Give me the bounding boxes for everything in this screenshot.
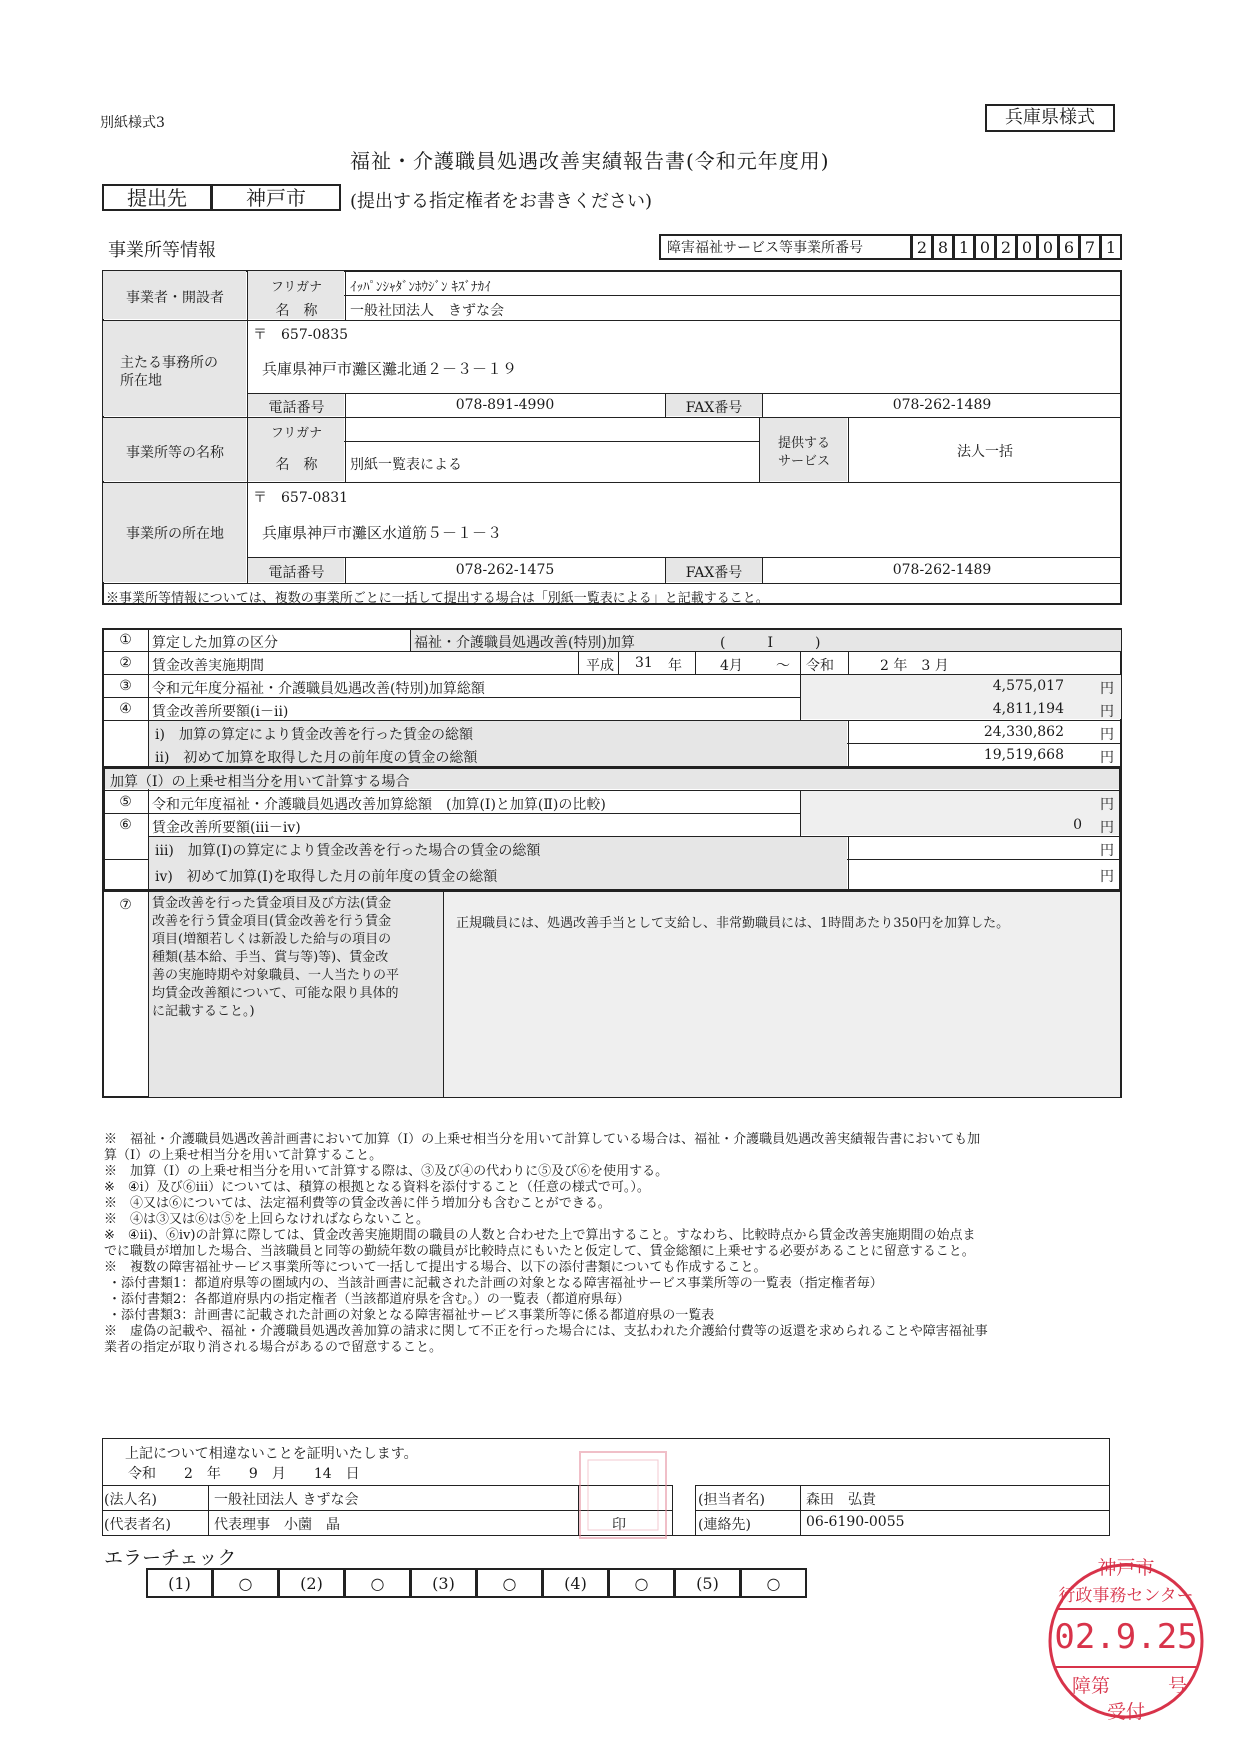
main-fax[interactable]: 078-262-1489 bbox=[892, 397, 992, 413]
facility-addr-label: 事業所の所在地 bbox=[126, 526, 224, 542]
row3-value[interactable]: 4,575,017 bbox=[992, 678, 1064, 694]
error-check-result: ○ bbox=[740, 1568, 807, 1598]
stamp-gou: 号 bbox=[1168, 1675, 1188, 1697]
row4ii-label: ⅱ) 初めて加算を取得した月の前年度の賃金の総額 bbox=[155, 750, 478, 766]
row6iii-yen: 円 bbox=[1100, 843, 1114, 859]
main-office-label-1: 主たる事務所の bbox=[120, 355, 218, 371]
office-number-digit[interactable]: 1 bbox=[1100, 234, 1122, 260]
section2-title: 加算（Ⅰ）の上乗せ相当分を用いて計算する場合 bbox=[110, 774, 410, 790]
note-line: ※ 加算（Ⅰ）の上乗せ相当分を用いて計算する際は、③及び④の代わりに⑤及び⑥を使用する。 bbox=[104, 1164, 669, 1179]
row7-label bbox=[152, 895, 442, 1021]
row7-label-line: 均賃金改善額について、可能な限り具体的 bbox=[152, 986, 399, 1001]
operator-label: 事業者・開設者 bbox=[126, 290, 224, 306]
row4i-yen: 円 bbox=[1100, 727, 1114, 743]
facility-tel[interactable]: 078-262-1475 bbox=[455, 562, 555, 578]
row6-label: 賃金改善所要額(ⅲ－ⅳ) bbox=[152, 820, 301, 836]
row6-yen: 円 bbox=[1100, 820, 1114, 836]
note-line: ※ 虚偽の記載や、福祉・介護職員処遇改善加算の請求に関して不正を行った場合には、支払われた介護給付費等の返還を求められることや障害福祉事 bbox=[104, 1324, 988, 1339]
operator-furigana[interactable]: ｲｯﾊﾟﾝｼｬﾀﾞﾝﾎｳｼﾞﾝ ｷｽﾞﾅｶｲ bbox=[350, 280, 491, 295]
row4-number: ④ bbox=[119, 701, 132, 717]
row3-label: 令和元年度分福祉・介護職員処遇改善(特別)加算総額 bbox=[152, 681, 485, 697]
error-check-label: (5) bbox=[674, 1568, 741, 1598]
submit-to-label: 提出先 bbox=[102, 184, 212, 211]
note-line: 業者の指定が取り消される場合があるので留意すること。 bbox=[104, 1340, 443, 1355]
row5-yen: 円 bbox=[1100, 797, 1114, 813]
row7-number: ⑦ bbox=[119, 897, 132, 913]
contact-label: (連絡先) bbox=[698, 1517, 751, 1533]
row4-label: 賃金改善所要額(ⅰ－ⅱ) bbox=[152, 704, 289, 720]
row6-value[interactable]: 0 bbox=[1073, 817, 1082, 833]
office-number-label: 障害福祉サービス等事業所番号 bbox=[659, 234, 912, 260]
notes-list bbox=[104, 1132, 1124, 1356]
stamp-line2: 行政事務センター bbox=[1058, 1586, 1194, 1606]
error-check-label: (4) bbox=[542, 1568, 609, 1598]
row7-label-line: 種類(基本給、手当、賞与等)等)、賃金改 bbox=[152, 950, 389, 965]
note-line: ※ 複数の障害福祉サービス事業所等について一括して提出する場合、以下の添付書類についても作成すること。 bbox=[104, 1260, 767, 1275]
row2-tilde: ～ bbox=[776, 658, 790, 674]
facility-fax-label: FAX番号 bbox=[685, 565, 743, 581]
error-check-label: (2) bbox=[278, 1568, 345, 1598]
corp-value[interactable]: 一般社団法人 きずな会 bbox=[214, 1492, 359, 1508]
facility-name[interactable]: 別紙一覧表による bbox=[350, 457, 462, 473]
row6iii-label: ⅲ) 加算(Ⅰ)の算定により賃金改善を行った場合の賃金の総額 bbox=[155, 843, 541, 859]
certify-date[interactable]: 令和 2 年 9 月 14 日 bbox=[128, 1466, 360, 1482]
page-title: 福祉・介護職員処遇改善実績報告書(令和元年度用) bbox=[350, 149, 830, 173]
note-line: 算（Ⅰ）の上乗せ相当分を用いて計算すること。 bbox=[104, 1148, 383, 1163]
row6iv-label: ⅳ) 初めて加算(Ⅰ)を取得した月の前年度の賃金の総額 bbox=[155, 869, 498, 885]
row7-label-line: 改善を行う賃金項目(賃金改善を行う賃金 bbox=[152, 914, 392, 929]
row2-year1[interactable]: 31 bbox=[635, 655, 653, 671]
row5-label: 令和元年度福祉・介護職員処遇改善加算総額 (加算(Ⅰ)と加算(Ⅱ)の比較) bbox=[152, 797, 606, 813]
error-check-result: ○ bbox=[212, 1568, 279, 1598]
office-number-digit[interactable]: 0 bbox=[1037, 234, 1059, 260]
person-label: (担当者名) bbox=[698, 1492, 765, 1508]
row4-value[interactable]: 4,811,194 bbox=[992, 701, 1064, 717]
furigana-label: フリガナ bbox=[270, 280, 323, 295]
row3-number: ③ bbox=[119, 678, 132, 694]
row7-label-line: 善の実施時期や対象職員、一人当たりの平 bbox=[152, 968, 400, 983]
form-number: 別紙様式3 bbox=[100, 115, 165, 131]
row6-number: ⑥ bbox=[119, 817, 132, 833]
stamp-dept: 障第 bbox=[1072, 1675, 1111, 1697]
error-check-result: ○ bbox=[608, 1568, 675, 1598]
facility-name-label: 事業所等の名称 bbox=[126, 445, 224, 461]
main-office-label-2: 所在地 bbox=[120, 373, 162, 389]
note-line: ※ ④又は⑥については、法定福利費等の賃金改善に伴う増加分も含むことができる。 bbox=[104, 1196, 611, 1211]
row1-number: ① bbox=[119, 632, 132, 648]
office-number-digit[interactable]: 0 bbox=[1016, 234, 1038, 260]
row4i-value[interactable]: 24,330,862 bbox=[983, 724, 1064, 740]
row7-value[interactable]: 正規職員には、処遇改善手当として支給し、非常勤職員には、1時間あたり350円を加算した。 bbox=[456, 916, 1010, 931]
note-line: ※ 福祉・介護職員処遇改善計画書において加算（Ⅰ）の上乗せ相当分を用いて計算している場合は、福祉・介護職員処遇改善実績報告書においても加 bbox=[104, 1132, 981, 1147]
submit-to-note: (提出する指定権者をお書きください) bbox=[350, 191, 653, 212]
contact-value[interactable]: 06-6190-0055 bbox=[806, 1514, 905, 1530]
main-postal[interactable]: 〒 657-0835 bbox=[253, 327, 349, 343]
error-check-label: (3) bbox=[410, 1568, 477, 1598]
rep-value[interactable]: 代表理事 小薗 晶 bbox=[214, 1517, 340, 1533]
note-line: ・添付書類3：計画書に記載された計画の対象となる障害福祉サービス事業所等に係る都道府県の一覧表 bbox=[108, 1308, 715, 1323]
row4ii-yen: 円 bbox=[1100, 750, 1114, 766]
error-check-result: ○ bbox=[476, 1568, 543, 1598]
office-number-digit[interactable]: 2 bbox=[911, 234, 933, 260]
row2-era1: 平成 bbox=[586, 658, 614, 674]
seal-mark: 印 bbox=[612, 1517, 626, 1533]
facility-furigana-label: フリガナ bbox=[270, 426, 323, 441]
office-section-title: 事業所等情報 bbox=[108, 240, 216, 261]
row1-value[interactable]: ( Ⅰ ) bbox=[720, 635, 821, 651]
certify-statement: 上記について相違ないことを証明いたします。 bbox=[125, 1446, 418, 1462]
corporate-seal bbox=[568, 1440, 678, 1550]
facility-postal[interactable]: 〒 657-0831 bbox=[253, 490, 349, 506]
stamp-received: 受付 bbox=[1106, 1701, 1145, 1723]
facility-tel-label: 電話番号 bbox=[268, 565, 325, 581]
note-line: ・添付書類1：都道府県等の圏域内の、当該計画書に記載された計画の対象となる障害福祉サービス事業所等の一覧表（指定権者毎） bbox=[108, 1276, 883, 1291]
note-line: ・添付書類2：各都道府県内の指定権者（当該都道府県を含む。）の一覧表（都道府県毎） bbox=[108, 1292, 630, 1307]
error-check-result: ○ bbox=[344, 1568, 411, 1598]
row4ii-value[interactable]: 19,519,668 bbox=[983, 747, 1064, 763]
row2-label: 賃金改善実施期間 bbox=[152, 658, 264, 674]
row2-nen: 年 bbox=[668, 658, 682, 674]
facility-name-label-small: 名 称 bbox=[275, 457, 318, 473]
service-label-1: 提供する bbox=[777, 436, 830, 451]
main-address[interactable]: 兵庫県神戸市灘区灘北通２－３－１９ bbox=[262, 360, 518, 378]
row7-label-line: 項目(増額若しくは新設した給与の項目の bbox=[152, 932, 392, 947]
error-check-label: (1) bbox=[146, 1568, 213, 1598]
service-value[interactable]: 法人一括 bbox=[957, 444, 1013, 460]
row4i-label: ⅰ) 加算の算定により賃金改善を行った賃金の総額 bbox=[155, 727, 473, 743]
facility-fax[interactable]: 078-262-1489 bbox=[892, 562, 992, 578]
office-note: ※事業所等情報については、複数の事業所ごとに一括して提出する場合は「別紙一覧表による」と記載すること。 bbox=[106, 591, 769, 606]
rep-label: (代表者名) bbox=[104, 1517, 171, 1533]
office-number-digit[interactable]: 8 bbox=[932, 234, 954, 260]
office-number-digit[interactable]: 2 bbox=[995, 234, 1017, 260]
row1-label: 算定した加算の区分 bbox=[152, 635, 278, 651]
facility-address[interactable]: 兵庫県神戸市灘区水道筋５－１－３ bbox=[262, 524, 503, 542]
row2-end-period[interactable]: 2 年 3 月 bbox=[880, 658, 949, 674]
operator-name[interactable]: 一般社団法人 きずな会 bbox=[350, 303, 504, 319]
main-fax-label: FAX番号 bbox=[685, 400, 743, 416]
row3-yen: 円 bbox=[1100, 681, 1114, 697]
office-number-digit[interactable]: 0 bbox=[974, 234, 996, 260]
row1-value-label: 福祉・介護職員処遇改善(特別)加算 bbox=[414, 635, 635, 651]
person-value[interactable]: 森田 弘貴 bbox=[806, 1492, 876, 1508]
service-label-2: サービス bbox=[777, 454, 830, 469]
row7-label-line: に記載すること。) bbox=[152, 1004, 255, 1019]
error-check-title: エラーチェック bbox=[104, 1547, 237, 1569]
office-number-digit[interactable]: 1 bbox=[953, 234, 975, 260]
prefecture-form-label: 兵庫県様式 bbox=[985, 104, 1115, 132]
office-number-digit[interactable]: 7 bbox=[1079, 234, 1101, 260]
stamp-date: 02.9.25 bbox=[1054, 1617, 1198, 1657]
name-label: 名 称 bbox=[275, 303, 318, 319]
row2-number: ② bbox=[119, 655, 132, 671]
note-line: でに職員が増加した場合、当該職員と同等の勤続年数の職員が比較時点にもいたと仮定して、賃金総額に上乗せする必要があることに留意すること。 bbox=[104, 1244, 975, 1259]
note-line: ※ ④ⅰ）及び⑥ⅲ）については、積算の根拠となる資料を添付すること（任意の様式で可。）。 bbox=[104, 1180, 650, 1195]
main-tel[interactable]: 078-891-4990 bbox=[455, 397, 555, 413]
submit-to-value[interactable]: 神戸市 bbox=[211, 184, 341, 211]
note-line: ※ ④は③又は⑥は⑤を上回らなければならないこと。 bbox=[104, 1212, 430, 1227]
main-tel-label: 電話番号 bbox=[268, 400, 325, 416]
stamp-line1: 神戸市 bbox=[1097, 1557, 1155, 1579]
corp-label: (法人名) bbox=[104, 1492, 157, 1508]
note-line: ※ ④ⅱ)、⑥ⅳ)の計算に際しては、賃金改善実施期間の職員の人数と合わせた上で算出すること。すなわち、比較時点から賃金改善実施期間の始点ま bbox=[104, 1228, 976, 1243]
office-number-digit[interactable]: 6 bbox=[1058, 234, 1080, 260]
row7-label-line: 賃金改善を行った賃金項目及び方法(賃金 bbox=[152, 896, 392, 911]
row6iv-yen: 円 bbox=[1100, 869, 1114, 885]
row4-yen: 円 bbox=[1100, 704, 1114, 720]
row2-era2: 令和 bbox=[806, 658, 834, 674]
receipt-stamp bbox=[1046, 1545, 1206, 1737]
row5-number: ⑤ bbox=[119, 794, 132, 810]
row2-month1[interactable]: 4月 bbox=[720, 658, 743, 674]
